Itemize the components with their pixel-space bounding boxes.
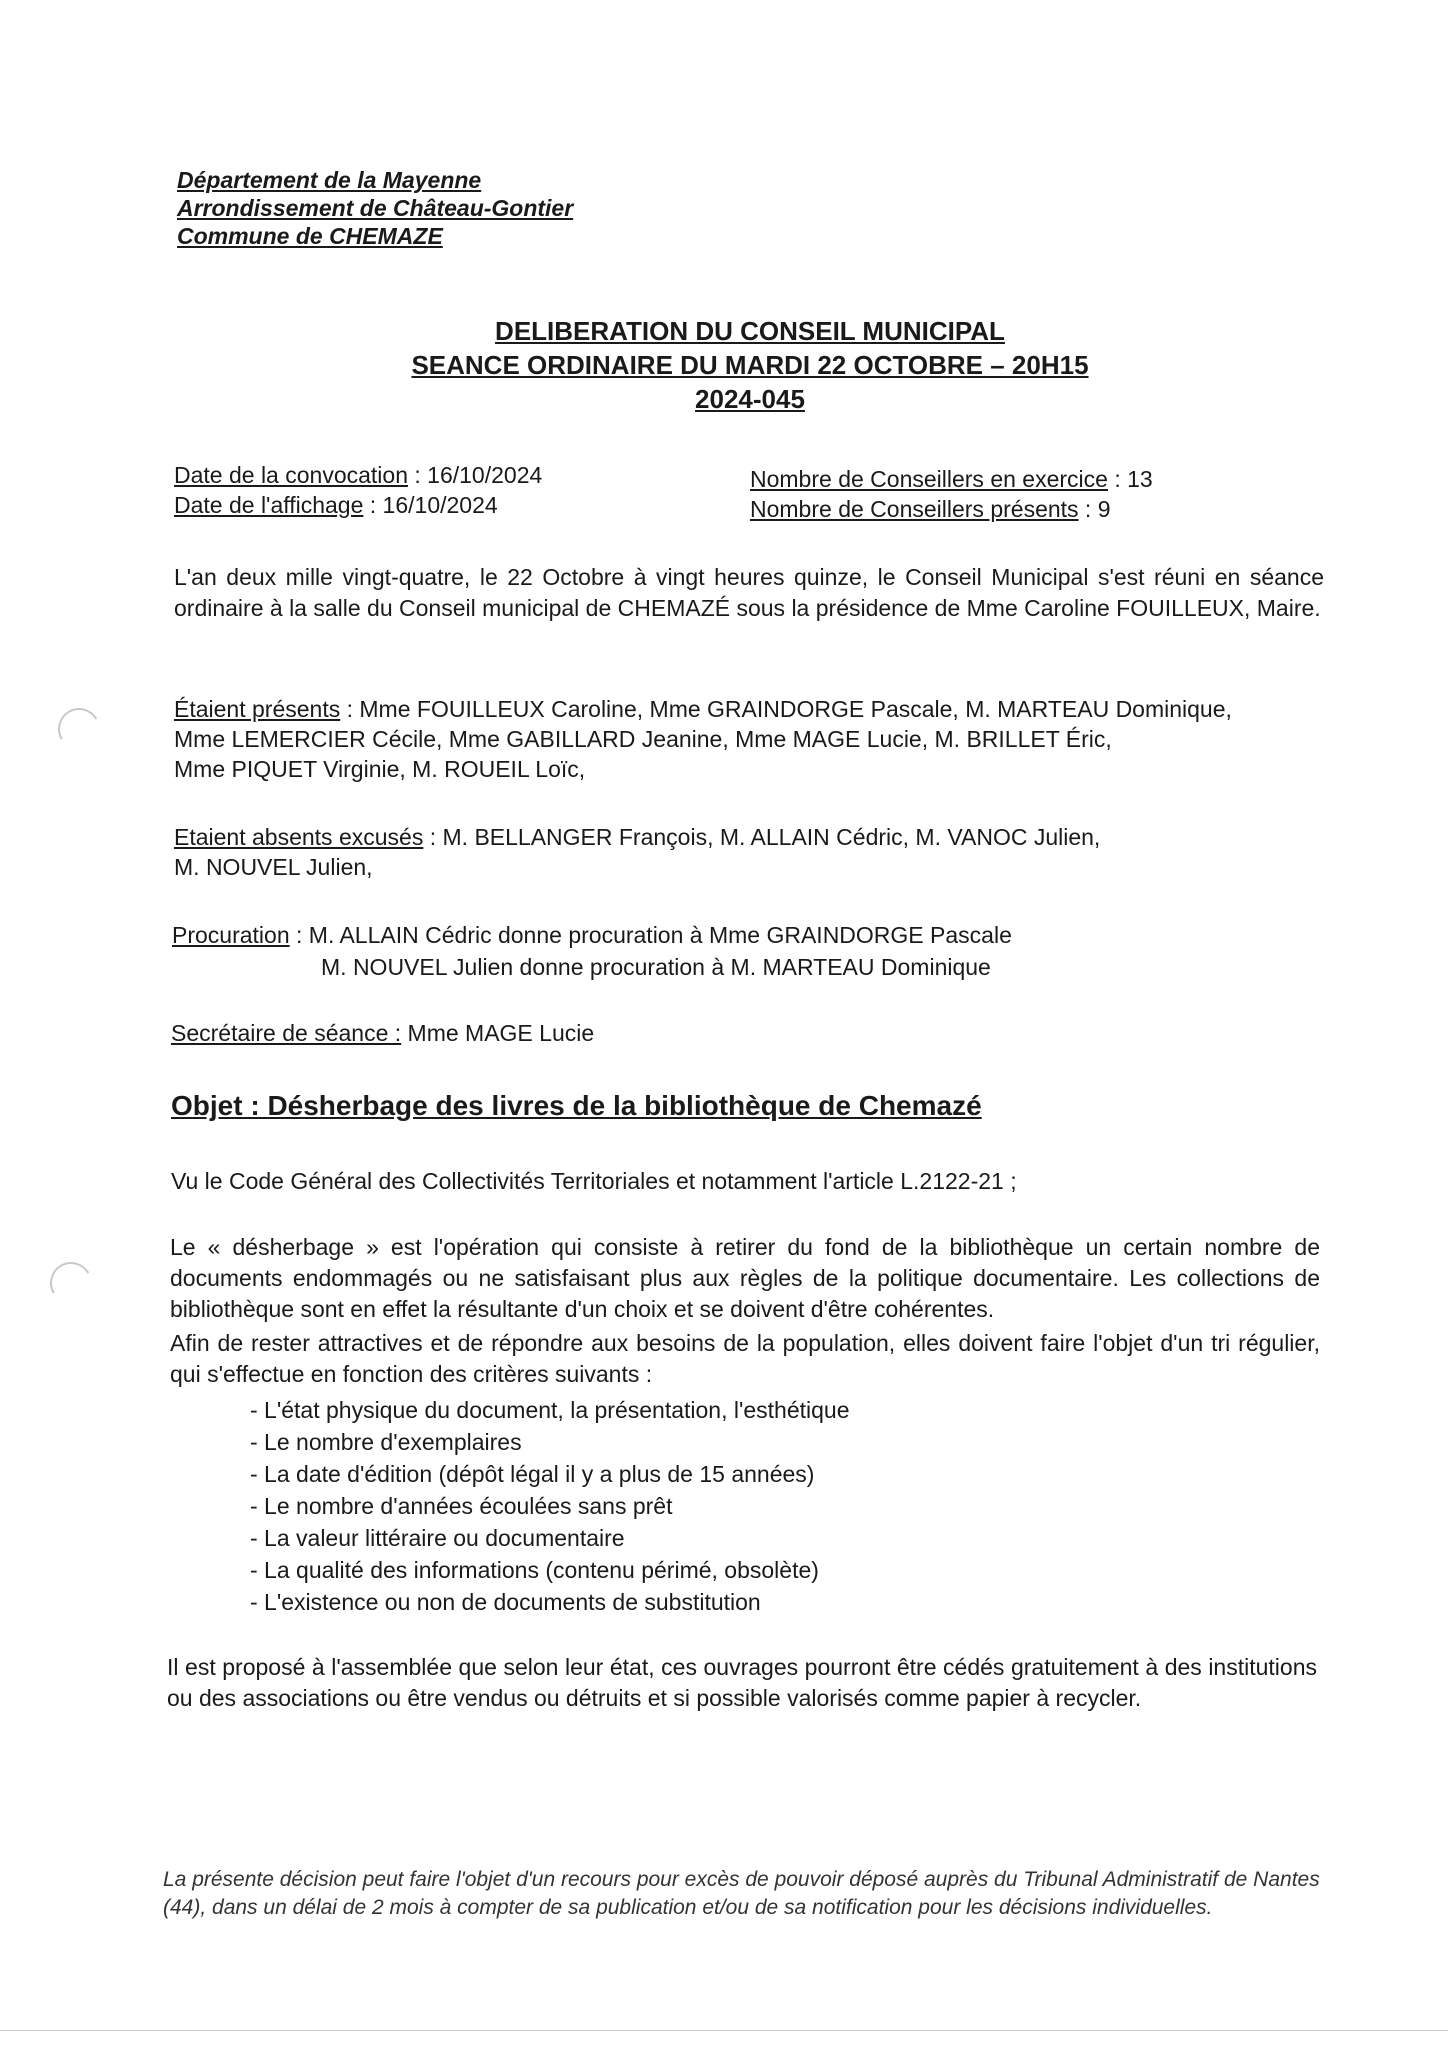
- header-department: Département de la Mayenne: [177, 167, 482, 193]
- presents-line-2: Mme LEMERCIER Cécile, Mme GABILLARD Jeanine, Mme MAGE Lucie, M. BRILLET Éric,: [174, 726, 1112, 752]
- criteria-item: - L'état physique du document, la présentation, l'esthétique: [250, 1397, 850, 1423]
- secretaire-value: Mme MAGE Lucie: [401, 1020, 595, 1046]
- affichage-label: Date de l'affichage: [174, 492, 364, 518]
- criteria-item: - L'existence ou non de documents de substitution: [250, 1589, 761, 1615]
- header-arrondissement: Arrondissement de Château-Gontier: [177, 195, 574, 221]
- procuration-line-2: M. NOUVEL Julien donne procuration à M. MARTEAU Dominique: [321, 954, 991, 980]
- affichage-date: [174, 490, 498, 520]
- presents-names-1: : Mme FOUILLEUX Caroline, Mme GRAINDORGE Pascale, M. MARTEAU Dominique,: [340, 696, 1232, 722]
- procuration-label: Procuration: [172, 922, 290, 948]
- procuration-text-1: : M. ALLAIN Cédric donne procuration à Mme GRAINDORGE Pascale: [289, 922, 1012, 948]
- absents-line-2: M. NOUVEL Julien,: [174, 854, 373, 880]
- procuration-line-1: [172, 920, 1012, 950]
- exercice-value: : 13: [1107, 466, 1153, 492]
- scan-edge-line: [0, 2030, 1448, 2031]
- presents-label: Étaient présents: [174, 696, 341, 722]
- title-line-1: DELIBERATION DU CONSEIL MUNICIPAL: [495, 316, 1005, 346]
- proposition-text: Il est proposé à l'assemblée que selon leur état, ces ouvrages pourront être cédés gratuitement à des institutions ou des associations ou être vendus ou détruits et si possible valorisés comme papier à recycler.: [167, 1654, 1317, 1711]
- desherbage-paragraph-2: [170, 1328, 1320, 1390]
- proposition-paragraph: [167, 1652, 1317, 1714]
- convocation-label: Date de la convocation: [174, 462, 408, 488]
- affichage-value: : 16/10/2024: [363, 492, 498, 518]
- exercice-label: Nombre de Conseillers en exercice: [750, 466, 1108, 492]
- criteria-item: - Le nombre d'exemplaires: [250, 1429, 522, 1455]
- title-line-2: SEANCE ORDINAIRE DU MARDI 22 OCTOBRE – 20H15: [411, 350, 1089, 380]
- presents-line-3: Mme PIQUET Virginie, M. ROUEIL Loïc,: [174, 756, 586, 782]
- desherbage-text-1: Le « désherbage » est l'opération qui consiste à retirer du fond de la bibliothèque un certain nombre de documents endommagés ou ne satisfaisant plus aux règles de la politique documentaire. Les collections de bibliothèque sont en effet la résultante d'un choix et se doivent d'être cohérentes.: [170, 1234, 1320, 1322]
- desherbage-paragraph-1: [170, 1232, 1320, 1325]
- vu-line: Vu le Code Général des Collectivités Territoriales et notamment l'article L.2122-21 ;: [171, 1168, 1017, 1194]
- absents-names-1: : M. BELLANGER François, M. ALLAIN Cédric, M. VANOC Julien,: [423, 824, 1101, 850]
- secretaire-label: Secrétaire de séance :: [171, 1020, 402, 1046]
- absents-label: Etaient absents excusés: [174, 824, 424, 850]
- header-commune: Commune de CHEMAZE: [177, 223, 443, 249]
- title-line-3: 2024-045: [695, 384, 805, 414]
- presents-line-1: [174, 694, 1232, 724]
- secretaire-line: [171, 1018, 594, 1048]
- criteria-item: - Le nombre d'années écoulées sans prêt: [250, 1493, 673, 1519]
- convocation-date: [174, 460, 542, 490]
- objet-label: Objet : Désherbage des livres de la bibliothèque de Chemazé: [171, 1090, 982, 1121]
- punch-hole-mark: [53, 703, 104, 754]
- presents-count-label: Nombre de Conseillers présents: [750, 496, 1079, 522]
- conseillers-presents: [750, 494, 1111, 524]
- presents-count-value: : 9: [1078, 496, 1111, 522]
- absents-line-1: [174, 822, 1100, 852]
- conseillers-exercice: [750, 464, 1153, 494]
- objet-title: [171, 1088, 982, 1124]
- recours-footer-note: La présente décision peut faire l'objet d'un recours pour excès de pouvoir déposé auprès du Tribunal Administratif de Nantes (44), dans un délai de 2 mois à compter de sa publication et/ou de sa notification pour les décisions individuelles.: [163, 1868, 1320, 1919]
- punch-hole-mark: [45, 1257, 96, 1308]
- convocation-value: : 16/10/2024: [408, 462, 543, 488]
- desherbage-text-2: Afin de rester attractives et de répondre aux besoins de la population, elles doivent faire l'objet d'un tri régulier, qui s'effectue en fonction des critères suivants :: [170, 1330, 1320, 1387]
- intro-text: L'an deux mille vingt-quatre, le 22 Octobre à vingt heures quinze, le Conseil Municipal s'est réuni en séance ordinaire à la salle du Conseil municipal de CHEMAZÉ sous la présidence de Mme Caroline FOUILLEUX, Maire.: [174, 564, 1324, 621]
- intro-paragraph: [174, 562, 1324, 624]
- document-title: [300, 314, 1200, 416]
- criteria-item: - La valeur littéraire ou documentaire: [250, 1525, 625, 1551]
- criteria-item: - La qualité des informations (contenu périmé, obsolète): [250, 1557, 819, 1583]
- criteria-item: - La date d'édition (dépôt légal il y a plus de 15 années): [250, 1461, 815, 1487]
